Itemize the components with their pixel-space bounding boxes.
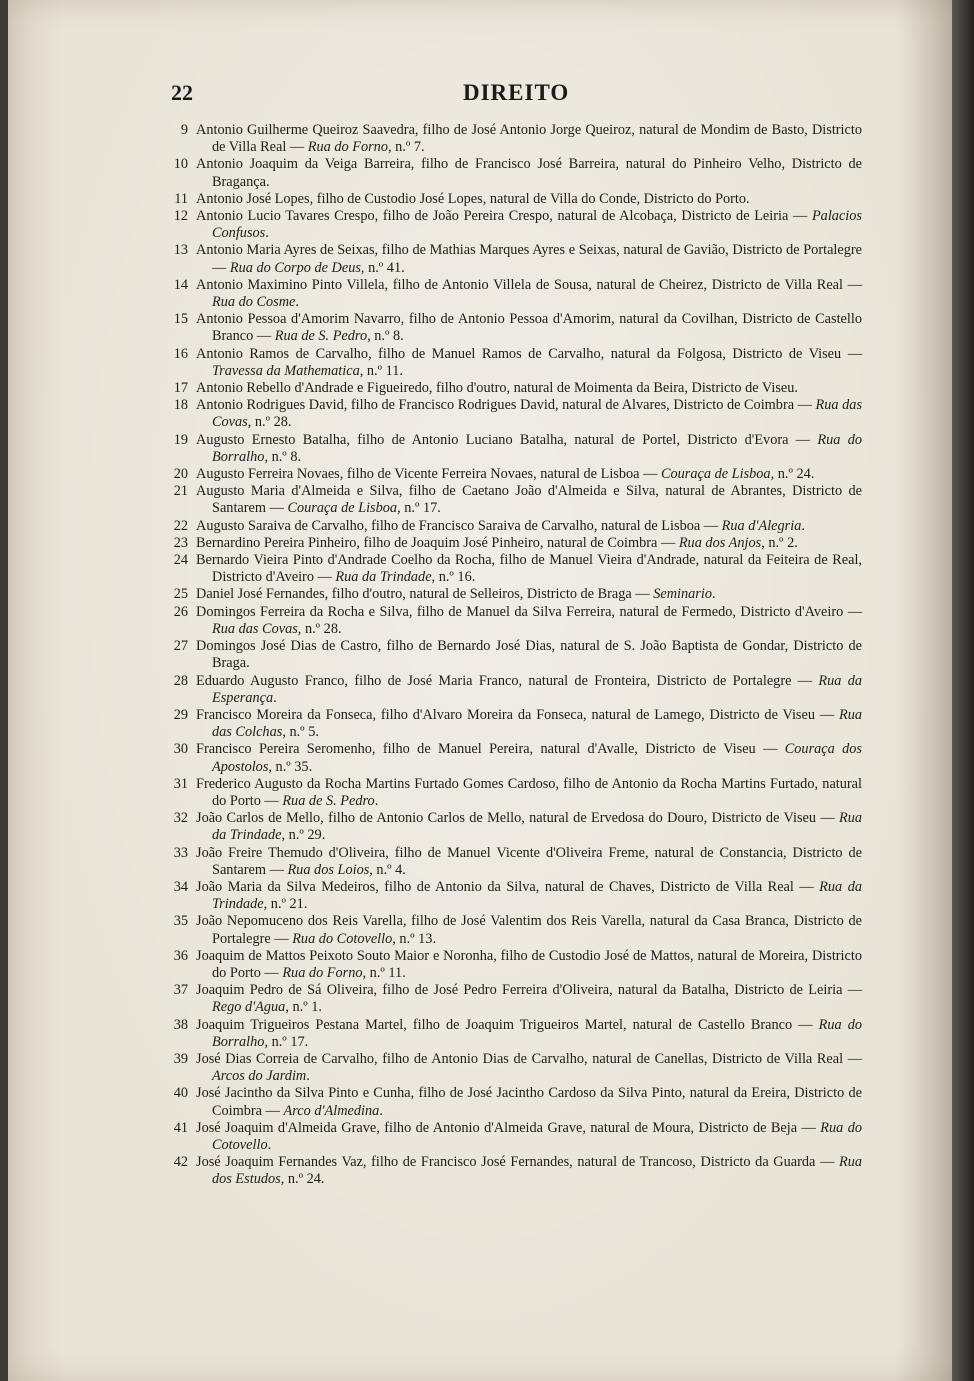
entry-address: Palacios Confusos (212, 208, 862, 242)
entry-number: 18 (173, 397, 188, 414)
entry-text (196, 380, 862, 397)
entry-text (196, 346, 862, 380)
entry-number: 25 (173, 586, 188, 603)
list-item (168, 432, 862, 466)
entry-house-number: , n.º 8. (264, 448, 302, 465)
entry-number: 12 (173, 208, 188, 225)
entry-name: José Dias Correia de Carvalho, filho de Antonio Dias de Carvalho, natural de Canellas, Districto de Villa Real — (196, 1050, 862, 1067)
entry-number: 22 (173, 517, 188, 534)
list-item (168, 552, 862, 586)
list-item (168, 483, 862, 517)
entry-name: Bernardino Pereira Pinheiro, filho de Joaquim José Pinheiro, natural de Coimbra — (196, 534, 676, 551)
entry-number: 28 (173, 672, 188, 689)
entry-text (196, 552, 862, 586)
entry-name: Antonio Lucio Tavares Crespo, filho de João Pereira Crespo, natural de Alcobaça, Districto de Leiria — (196, 208, 808, 225)
entry-number: 41 (173, 1119, 188, 1136)
list-item (168, 982, 862, 1016)
entry-name: Antonio Rebello d'Andrade e Figueiredo, filho d'outro, natural de Moimenta da Beira, Districto de Viseu. (196, 380, 798, 397)
entry-text (196, 311, 862, 345)
entry-address: Rua d'Alegria (721, 517, 802, 534)
entry-number: 21 (173, 483, 188, 500)
entry-name: Frederico Augusto da Rocha Martins Furtado Gomes Cardoso, filho de Antonio da Rocha Martins Furtado, natural do Porto — (196, 775, 862, 809)
entry-address: Travessa da Mathematica (212, 362, 360, 379)
entry-text (196, 1085, 862, 1119)
entry-name: Antonio Maximino Pinto Villela, filho de Antonio Villela de Sousa, natural de Cheirez, Districto de Villa Real — (196, 276, 862, 293)
list-item (168, 707, 862, 741)
entry-number: 42 (173, 1154, 188, 1171)
entry-house-number: , n.º 13. (392, 930, 437, 947)
entry-name: José Joaquim Fernandes Vaz, filho de Francisco José Fernandes, natural de Trancoso, Districto da Guarda — (196, 1154, 835, 1171)
entry-name: Augusto Saraiva de Carvalho, filho de Francisco Saraiva de Carvalho, natural de Lisboa — (196, 517, 719, 534)
entry-house-number: . (265, 225, 269, 242)
list-item (168, 346, 862, 380)
list-item (168, 156, 862, 190)
entry-text (196, 122, 862, 156)
list-item (168, 1051, 862, 1085)
entry-house-number: . (801, 517, 805, 534)
entry-number: 9 (180, 122, 188, 138)
entry-name: João Freire Themudo d'Oliveira, filho de Manuel Vicente d'Oliveira Freme, natural de Constancia, Districto de Santarem — (196, 844, 862, 878)
entry-text (196, 483, 862, 517)
entry-number: 37 (173, 982, 188, 999)
entry-number: 10 (173, 156, 188, 173)
book-spine (952, 0, 974, 1381)
entry-name: Antonio José Lopes, filho de Custodio José Lopes, natural de Villa do Conde, Districto do Porto. (196, 190, 750, 207)
entry-number: 30 (173, 741, 188, 758)
entry-name: Bernardo Vieira Pinto d'Andrade Coelho da Rocha, filho de Manuel Vieira d'Andrade, natural da Feiteira de Real, Districto d'Aveiro — (196, 552, 862, 586)
entry-house-number: , n.º 28. (297, 620, 342, 637)
entry-number: 20 (173, 466, 188, 483)
entry-text (196, 466, 862, 483)
entry-address: Rua do Corpo de Deus (229, 259, 361, 276)
list-item (168, 586, 862, 603)
entry-house-number: , n.º 1. (285, 999, 322, 1016)
entry-address: Rego d'Agua (212, 999, 286, 1016)
entry-text (196, 156, 862, 190)
entry-address: Rua da Trindade (212, 878, 862, 913)
list-item (168, 535, 862, 552)
entry-number: 14 (173, 276, 188, 293)
list-item (168, 948, 862, 982)
list-item (168, 1154, 862, 1188)
entry-text (196, 845, 862, 879)
entry-house-number: , n.º 7. (387, 139, 425, 156)
entry-house-number: , n.º 21. (263, 896, 308, 913)
entry-name: Joaquim Pedro de Sá Oliveira, filho de José Pedro Ferreira d'Oliveira, natural da Batalha, Districto de Leiria — (196, 982, 862, 999)
entry-number: 26 (173, 603, 188, 620)
list-item (168, 380, 862, 397)
entry-address: Rua do Borralho (212, 1016, 863, 1050)
entry-name: Francisco Pereira Seromenho, filho de Manuel Pereira, natural d'Avalle, Districto de Viseu — (196, 741, 778, 758)
entry-address: Seminario (653, 586, 712, 603)
list-item (168, 845, 862, 879)
entry-house-number: , n.º 17. (264, 1033, 309, 1050)
entry-address: Arcos do Jardim (212, 1068, 307, 1085)
entry-address: Couraça dos Apostolos (212, 741, 862, 775)
entry-address: Rua do Cotovello (292, 930, 393, 947)
entry-address: Rua do Cotovello (212, 1119, 863, 1153)
entry-number: 17 (173, 380, 188, 397)
entry-text (196, 982, 862, 1016)
entry-house-number: . (374, 792, 379, 809)
entry-address: Rua de S. Pedro (282, 792, 375, 809)
entry-text (196, 586, 862, 603)
entry-name: João Carlos de Mello, filho de Antonio Carlos de Mello, natural de Ervedosa do Douro, Districto de Viseu — (196, 810, 835, 827)
entry-address: Rua de S. Pedro (274, 328, 368, 345)
list-item (168, 311, 862, 345)
entry-text (196, 638, 862, 672)
list-item (168, 741, 862, 775)
list-item (168, 1120, 862, 1154)
entry-address: Rua do Borralho (212, 431, 863, 465)
entry-number: 36 (173, 947, 188, 964)
entry-house-number: , n.º 35. (268, 758, 313, 775)
entry-number: 19 (173, 431, 188, 448)
entry-text (196, 776, 862, 810)
entry-number: 27 (173, 638, 188, 655)
list-item (168, 208, 862, 242)
entry-house-number: , n.º 11. (359, 362, 403, 379)
entry-text (196, 242, 862, 276)
entry-name: João Maria da Silva Medeiros, filho de Antonio da Silva, natural de Chaves, Districto de Villa Real — (196, 878, 814, 895)
entry-name: Antonio Guilherme Queiroz Saavedra, filho de José Antonio Jorge Queiroz, natural de Mondim de Basto, Districto de Villa Real — (196, 122, 862, 156)
entry-address: Rua das Covas (212, 397, 863, 431)
list-item (168, 1017, 862, 1051)
entry-text (196, 741, 862, 775)
entry-house-number: . (379, 1102, 383, 1119)
list-item (168, 242, 862, 276)
entry-text (196, 535, 862, 552)
list-item (168, 604, 862, 638)
entry-address: Arco d'Almedina (283, 1102, 380, 1119)
entry-number: 13 (173, 242, 188, 259)
entry-address: Rua dos Estudos (212, 1154, 863, 1188)
entry-text (196, 1120, 862, 1154)
list-item (168, 879, 862, 913)
student-list (168, 122, 862, 1189)
list-item (168, 518, 862, 535)
list-item (168, 673, 862, 707)
entry-name: Joaquim Trigueiros Pestana Martel, filho de Joaquim Trigueiros Martel, natural de Castello Branco — (196, 1016, 813, 1033)
entry-address: Rua da Trindade (335, 569, 432, 586)
entry-house-number: . (273, 689, 277, 706)
list-item (168, 277, 862, 311)
entry-name: Antonio Pessoa d'Amorim Navarro, filho de Antonio Pessoa d'Amorim, natural da Covilhan, Districto de Castello Branco — (196, 311, 862, 345)
entry-house-number: , n.º 24. (280, 1171, 325, 1188)
entry-text (196, 1154, 862, 1188)
running-title: DIREITO (463, 80, 570, 105)
entry-text (196, 604, 862, 638)
entry-number: 23 (173, 534, 188, 551)
entry-text (196, 191, 862, 208)
page-number: 22 (171, 80, 193, 105)
entry-house-number: , n.º 5. (282, 724, 319, 741)
list-item (168, 810, 862, 844)
entry-number: 16 (173, 345, 188, 362)
entry-number: 24 (173, 552, 188, 569)
entry-house-number: , n.º 41. (360, 259, 405, 276)
entry-number: 34 (173, 878, 188, 895)
entry-house-number: , n.º 16. (431, 569, 476, 586)
entry-text (196, 673, 862, 707)
entry-house-number: , n.º 4. (369, 861, 406, 878)
entry-number: 40 (173, 1085, 188, 1102)
entry-text (196, 948, 862, 982)
entry-number: 35 (173, 913, 188, 930)
entry-house-number: , n.º 29. (281, 827, 326, 844)
entry-text (196, 277, 862, 311)
entry-text (196, 1017, 862, 1051)
list-item (168, 397, 862, 431)
entry-address: Rua das Covas (212, 620, 298, 637)
entry-number: 11 (174, 190, 188, 207)
entry-number: 33 (173, 844, 188, 861)
entry-text (196, 432, 862, 466)
entry-number: 31 (173, 775, 188, 792)
entry-name: José Joaquim d'Almeida Grave, filho de Antonio d'Almeida Grave, natural de Moura, Districto de Beja — (196, 1119, 816, 1136)
entry-text (196, 707, 862, 741)
entry-address: Rua do Forno (307, 139, 388, 156)
entry-name: Daniel José Fernandes, filho d'outro, natural de Selleiros, Districto de Braga — (196, 586, 650, 603)
list-item (168, 191, 862, 208)
list-item (168, 466, 862, 483)
entry-address: Rua da Esperança (212, 672, 863, 706)
entry-text (196, 397, 862, 431)
page-header (171, 80, 861, 112)
entry-house-number: , n.º 24. (770, 466, 815, 483)
entry-name: Eduardo Augusto Franco, filho de José Maria Franco, natural de Fronteira, Districto de Portalegre — (196, 672, 813, 689)
entry-text (196, 810, 862, 844)
book-page (8, 0, 952, 1381)
entry-name: Augusto Ernesto Batalha, filho de Antonio Luciano Batalha, natural de Portel, Districto d'Evora — (196, 431, 811, 448)
entry-number: 15 (173, 311, 188, 328)
entry-house-number: . (295, 294, 299, 311)
entry-address: Rua do Forno (282, 964, 363, 981)
entry-name: José Jacintho da Silva Pinto e Cunha, filho de José Jacintho Cardoso da Silva Pinto, natural da Ereira, Districto de Coimbra — (196, 1085, 862, 1119)
entry-number: 38 (173, 1016, 188, 1033)
list-item (168, 776, 862, 810)
list-item (168, 1085, 862, 1119)
entry-name: Domingos Ferreira da Rocha e Silva, filho de Manuel da Silva Ferreira, natural de Fermedo, Districto d'Aveiro — (196, 603, 862, 620)
entry-name: Antonio Rodrigues David, filho de Francisco Rodrigues David, natural de Alvares, Districto de Coimbra — (196, 397, 812, 414)
entry-house-number: . (711, 586, 716, 603)
entry-house-number: . (306, 1068, 310, 1085)
list-item (168, 913, 862, 947)
entry-house-number: , n.º 11. (362, 964, 406, 981)
entry-address: Rua dos Anjos (678, 534, 762, 551)
entry-address: Rua do Cosme (212, 294, 296, 311)
entry-address: Couraça de Lisboa (287, 500, 398, 517)
entry-text (196, 208, 862, 242)
entry-number: 29 (173, 706, 188, 723)
entry-address: Rua da Trindade (212, 810, 862, 844)
entry-house-number: , n.º 2. (761, 534, 798, 551)
entry-text (196, 1051, 862, 1085)
entry-name: Joaquim de Mattos Peixoto Souto Maior e Noronha, filho de Custodio José de Mattos, natural de Moreira, Districto do Porto — (196, 947, 862, 981)
entry-name: João Nepomuceno dos Reis Varella, filho de José Valentim dos Reis Varella, natural da Casa Branca, Districto de Portalegre — (196, 913, 862, 947)
entry-name: Domingos José Dias de Castro, filho de Bernardo José Dias, natural de S. João Baptista de Gondar, Districto de Braga. (196, 638, 862, 672)
entry-name: Augusto Ferreira Novaes, filho de Vicente Ferreira Novaes, natural de Lisboa — (196, 466, 658, 483)
entry-name: Antonio Ramos de Carvalho, filho de Manuel Ramos de Carvalho, natural da Folgosa, Districto de Viseu — (196, 345, 862, 362)
entry-house-number: . (267, 1136, 272, 1153)
entry-address: Couraça de Lisboa (660, 466, 771, 483)
entry-number: 39 (173, 1050, 188, 1067)
list-item (168, 122, 862, 156)
list-item (168, 638, 862, 672)
entry-name: Antonio Joaquim da Veiga Barreira, filho de Francisco José Barreira, natural do Pinheiro Velho, Districto de Bragança. (196, 156, 862, 190)
entry-name: Augusto Maria d'Almeida e Silva, filho de Caetano João d'Almeida e Silva, natural de Abrantes, Districto de Santarem — (196, 483, 862, 517)
entry-name: Francisco Moreira da Fonseca, filho d'Alvaro Moreira da Fonseca, natural de Lamego, Districto de Viseu — (196, 706, 835, 723)
entry-name: Antonio Maria Ayres de Seixas, filho de Mathias Marques Ayres e Seixas, natural de Gavião, Districto de Portalegre — (196, 242, 862, 276)
entry-house-number: , n.º 17. (397, 500, 441, 517)
entry-text (196, 518, 862, 535)
entry-house-number: , n.º 8. (367, 328, 404, 345)
entry-text (196, 913, 862, 947)
entry-text (196, 879, 862, 913)
entry-address: Rua das Colchas (212, 706, 862, 741)
entry-house-number: , n.º 28. (247, 414, 292, 431)
entry-address: Rua dos Loios (287, 861, 370, 878)
entry-number: 32 (173, 810, 188, 827)
